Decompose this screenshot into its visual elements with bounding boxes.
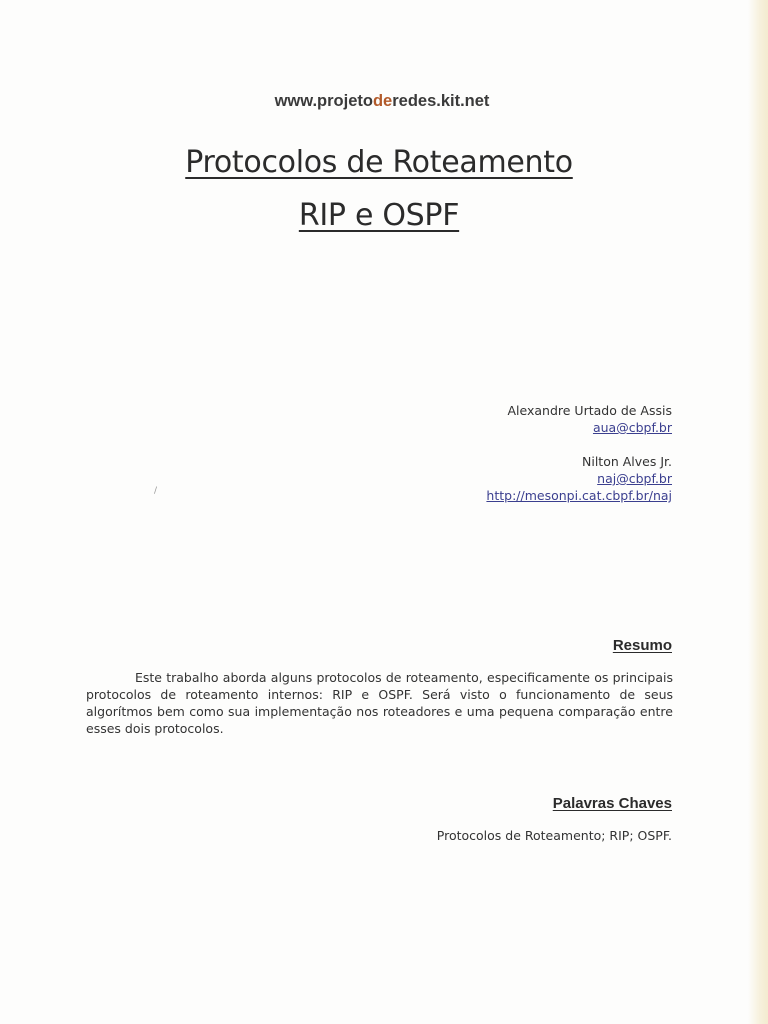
site-url-prefix: www.projeto	[274, 92, 373, 110]
author-email-link[interactable]: aua@cbpf.br	[592, 420, 672, 435]
author-spacer	[486, 436, 672, 453]
site-url-suffix: redes.kit.net	[392, 92, 490, 110]
author-email-link[interactable]: naj@cbpf.br	[597, 471, 672, 486]
author-homepage-link[interactable]: http://mesonpi.cat.cbpf.br/naj	[486, 488, 672, 503]
keywords-text: Protocolos de Roteamento; RIP; OSPF.	[436, 828, 672, 843]
abstract-text: Este trabalho aborda alguns protocolos de roteamento, especificamente os principais protocolos de roteamento internos: RIP e OSPF. Será visto o funcionamento de seus algorítmos bem como sua implementação nos roteadores e uma pequena comparação entre esses dois protocolos.	[86, 670, 673, 736]
paper-edge	[748, 0, 768, 1024]
author-name: Nilton Alves Jr.	[582, 454, 672, 469]
site-url	[0, 92, 764, 111]
author-name: Alexandre Urtado de Assis	[507, 403, 672, 418]
keywords-heading: Palavras Chaves	[552, 795, 672, 812]
document-title-line-2: RIP e OSPF	[298, 198, 460, 233]
scan-mark: /	[154, 486, 158, 496]
author-block	[486, 402, 672, 504]
abstract-heading: Resumo	[612, 637, 672, 654]
document-title-line-1: Protocolos de Roteamento	[185, 145, 573, 180]
site-url-accent: de	[372, 92, 393, 110]
